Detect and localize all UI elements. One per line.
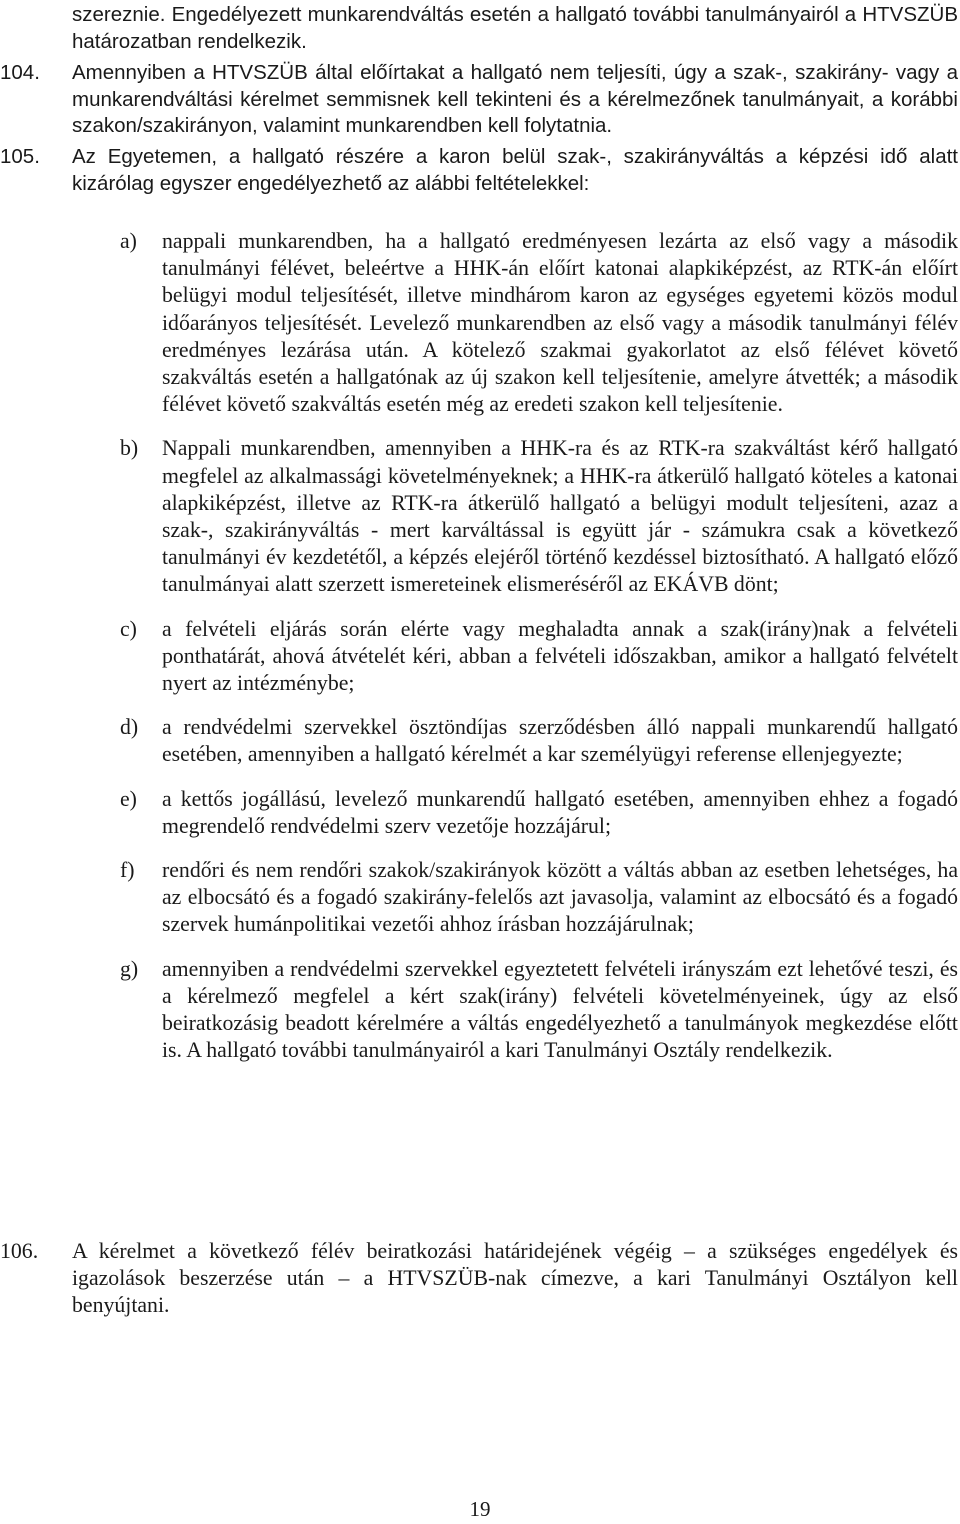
section-text: Amennyiben a HTVSZÜB által előírtakat a hallgató nem teljesíti, úgy a szak-, szakirány- vagy a munkarendváltási kérelmet semmisnek kell tekinteni és a kérelmezőnek tanulmányait, a korábbi szakon/szakirányon, valamint munkarendben kell folytatnia. (72, 61, 958, 137)
section-number: 105. (0, 145, 40, 168)
list-item (120, 616, 958, 698)
list-item (120, 435, 958, 598)
list-item-text: a kettős jogállású, levelező munkarendű hallgató esetében, amennyiben ehhez a fogadó megrendelő rendvédelmi szerv vezetője hozzájárul; (162, 786, 958, 838)
list-item (120, 857, 958, 939)
list-marker: f) (120, 858, 135, 883)
list-marker: e) (120, 786, 137, 811)
section-105 (0, 144, 958, 197)
list-item-text: Nappali munkarendben, amennyiben a HHK-ra és az RTK-ra szakváltást kérő hallgató megfelel az alkalmassági követelményeknek; a HHK-ra átkerülő hallgató köteles a katonai alapkiképzést, illetve az RTK-ra átkerülő hallgató a belügyi modult teljesíteni, azaz a szak-, szakirányváltás - mert karváltással is együtt jár - számukra csak a következő tanulmányi év kezdetétől, a képzés elejéről történő kezdéssel biztosítható. A hallgató előző tanulmányai alatt szerzett ismereteinek elismeréséről az EKÁVB dönt; (162, 436, 958, 597)
list-marker: b) (120, 436, 139, 461)
list-item (120, 956, 958, 1065)
section-106 (0, 1238, 958, 1319)
list-marker: g) (120, 956, 139, 981)
section-104 (0, 60, 958, 140)
condition-list (120, 228, 958, 1081)
list-item-text: a felvételi eljárás során elérte vagy meghaladta annak a szak(irány)nak a felvételi ponthatárát, ahová átvételét kéri, abban a felvételi időszakban, amikor a hallgató felvételt nyert az intézménybe; (162, 616, 958, 696)
lead-paragraph (72, 2, 958, 55)
list-item (120, 786, 958, 840)
list-marker: d) (120, 715, 139, 740)
list-marker: c) (120, 616, 137, 641)
section-number: 104. (0, 61, 40, 84)
list-item-text: amennyiben a rendvédelmi szervekkel egyeztetett felvételi irányszám ezt lehetővé teszi, és a kérelmező megfelel a kért szak(irány) felvételi követelményeinek, úgy az első beiratkozásig beadott kérelmére a váltás engedélyezhető a tanulmányok megkezdése előtt is. A hallgató további tanulmányairól a kari Tanulmányi Osztály rendelkezik. (162, 956, 958, 1063)
list-item-text: rendőri és nem rendőri szakok/szakirányok között a váltás abban az esetben lehetséges, ha az elbocsátó és a fogadó szakirány-felelős azt javasolja, valamint az elbocsátó és a fogadó szervek humánpolitikai vezetői ahhoz írásban hozzájárulnak; (162, 858, 958, 937)
list-item (120, 714, 958, 768)
page-number: 19 (469, 1497, 491, 1521)
section-text: Az Egyetemen, a hallgató részére a karon belül szak-, szakirányváltás a képzési idő alatt kizárólag egyszer engedélyezhető az alábbi feltételekkel: (72, 145, 958, 195)
section-text: A kérelmet a következő félév beiratkozási határidejének végéig – a szükséges engedélyek és igazolások beszerzése után – a HTVSZÜB-nak címezve, a kari Tanulmányi Osztályon kell benyújtani. (72, 1239, 958, 1317)
lead-paragraph-text: szereznie. Engedélyezett munkarendváltás esetén a hallgató további tanulmányairól a HTVSZÜB határozatban rendelkezik. (72, 3, 958, 53)
list-item (120, 228, 958, 418)
list-item-text: a rendvédelmi szervekkel ösztöndíjas szerződésben álló nappali munkarendű hallgató esetében, amennyiben a hallgató kérelmét a kar személyügyi referense ellenjegyezte; (162, 715, 958, 767)
list-marker: a) (120, 229, 137, 253)
section-number: 106. (0, 1239, 39, 1263)
list-item-text: nappali munkarendben, ha a hallgató eredményesen lezárta az első vagy a második tanulmányi félévet, beleértve a HHK-án előírt katonai alapkiképzést, az RTK-án előírt belügyi modul teljesítését, illetve mindhárom karon az egységes egyetemi közös modul időarányos teljesítését. Levelező munkarendben az első vagy a második tanulmányi félév eredményes lezárása után. A kötelező szakmai gyakorlatot az első félévet követő szakváltás esetén a hallgatónak az új szakon kell teljesítenie, amelyre átvették; a második félévet követő szakváltás esetén még az eredeti szakon kell teljesítenie. (162, 229, 958, 417)
